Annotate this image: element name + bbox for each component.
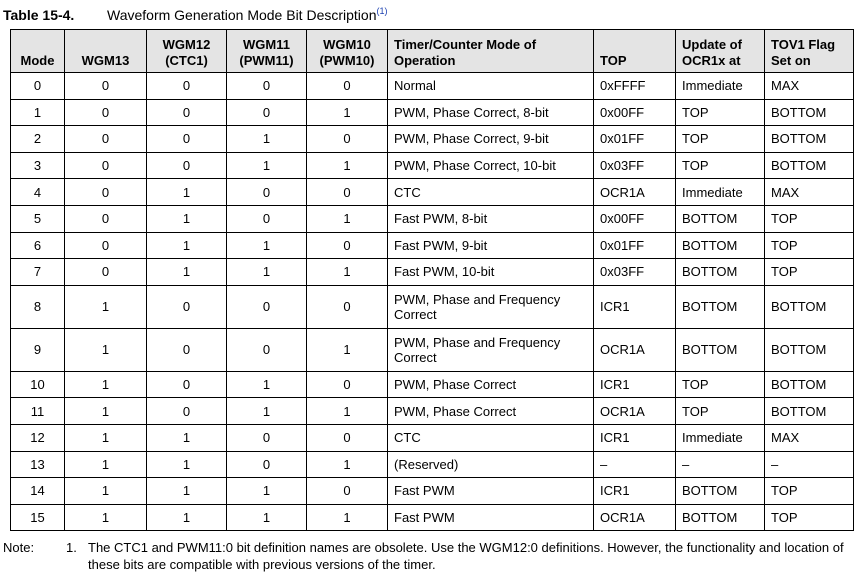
cell-operation: Fast PWM, 9-bit bbox=[388, 232, 594, 259]
cell-wgm11: 1 bbox=[227, 371, 307, 398]
header-text: OCR1x at bbox=[682, 53, 741, 68]
cell-update-ocr1x: BOTTOM bbox=[676, 205, 765, 232]
cell-wgm10: 0 bbox=[307, 179, 388, 206]
cell-wgm11: 0 bbox=[227, 424, 307, 451]
header-text: TOP bbox=[600, 53, 627, 68]
cell-operation: PWM, Phase Correct, 8-bit bbox=[388, 99, 594, 126]
cell-wgm12: 1 bbox=[147, 205, 227, 232]
cell-mode: 2 bbox=[11, 126, 65, 153]
cell-wgm13: 1 bbox=[65, 371, 147, 398]
table-row bbox=[11, 398, 854, 425]
cell-tov1-flag: BOTTOM bbox=[765, 126, 854, 153]
cell-wgm13: 0 bbox=[65, 205, 147, 232]
table-row bbox=[11, 478, 854, 505]
cell-update-ocr1x: BOTTOM bbox=[676, 232, 765, 259]
header-operation bbox=[388, 30, 594, 73]
cell-mode: 11 bbox=[11, 398, 65, 425]
cell-wgm10: 1 bbox=[307, 451, 388, 478]
cell-mode: 7 bbox=[11, 259, 65, 286]
cell-tov1-flag: BOTTOM bbox=[765, 398, 854, 425]
cell-wgm13: 0 bbox=[65, 152, 147, 179]
cell-mode: 1 bbox=[11, 99, 65, 126]
header-wgm11 bbox=[227, 30, 307, 73]
cell-wgm13: 1 bbox=[65, 451, 147, 478]
cell-update-ocr1x: BOTTOM bbox=[676, 259, 765, 286]
cell-wgm11: 0 bbox=[227, 99, 307, 126]
table-row bbox=[11, 259, 854, 286]
cell-mode: 5 bbox=[11, 205, 65, 232]
cell-top: OCR1A bbox=[594, 398, 676, 425]
cell-mode: 15 bbox=[11, 504, 65, 531]
table-row bbox=[11, 328, 854, 371]
cell-update-ocr1x: TOP bbox=[676, 398, 765, 425]
cell-tov1-flag: BOTTOM bbox=[765, 371, 854, 398]
cell-top: 0x03FF bbox=[594, 152, 676, 179]
cell-wgm12: 1 bbox=[147, 478, 227, 505]
cell-wgm11: 0 bbox=[227, 285, 307, 328]
cell-wgm12: 0 bbox=[147, 285, 227, 328]
cell-top: 0xFFFF bbox=[594, 73, 676, 100]
cell-wgm10: 0 bbox=[307, 371, 388, 398]
cell-operation: CTC bbox=[388, 179, 594, 206]
cell-wgm11: 1 bbox=[227, 152, 307, 179]
cell-wgm10: 1 bbox=[307, 398, 388, 425]
header-text: Operation bbox=[394, 53, 456, 68]
note-number: 1. bbox=[66, 540, 77, 555]
cell-mode: 10 bbox=[11, 371, 65, 398]
cell-wgm13: 1 bbox=[65, 328, 147, 371]
cell-operation: PWM, Phase and Frequency Correct bbox=[388, 285, 594, 328]
header-text: TOV1 Flag bbox=[771, 37, 836, 52]
cell-top: 0x00FF bbox=[594, 99, 676, 126]
cell-wgm13: 1 bbox=[65, 478, 147, 505]
cell-wgm11: 1 bbox=[227, 232, 307, 259]
cell-wgm13: 0 bbox=[65, 73, 147, 100]
cell-wgm11: 1 bbox=[227, 259, 307, 286]
cell-top: OCR1A bbox=[594, 328, 676, 371]
cell-update-ocr1x: BOTTOM bbox=[676, 504, 765, 531]
header-text: WGM12 bbox=[162, 37, 211, 52]
cell-wgm10: 0 bbox=[307, 126, 388, 153]
cell-wgm10: 1 bbox=[307, 328, 388, 371]
cell-tov1-flag: BOTTOM bbox=[765, 285, 854, 328]
cell-update-ocr1x: Immediate bbox=[676, 424, 765, 451]
cell-mode: 14 bbox=[11, 478, 65, 505]
table-row bbox=[11, 205, 854, 232]
cell-wgm12: 0 bbox=[147, 126, 227, 153]
header-mode bbox=[11, 30, 65, 73]
cell-top: OCR1A bbox=[594, 179, 676, 206]
cell-wgm13: 1 bbox=[65, 504, 147, 531]
cell-wgm13: 0 bbox=[65, 126, 147, 153]
cell-wgm12: 0 bbox=[147, 99, 227, 126]
table-row bbox=[11, 179, 854, 206]
cell-mode: 8 bbox=[11, 285, 65, 328]
cell-operation: PWM, Phase Correct bbox=[388, 398, 594, 425]
cell-wgm10: 0 bbox=[307, 424, 388, 451]
cell-update-ocr1x: BOTTOM bbox=[676, 285, 765, 328]
cell-tov1-flag: BOTTOM bbox=[765, 99, 854, 126]
cell-wgm13: 1 bbox=[65, 424, 147, 451]
header-wgm13 bbox=[65, 30, 147, 73]
header-top bbox=[594, 30, 676, 73]
cell-wgm13: 1 bbox=[65, 398, 147, 425]
cell-top: 0x01FF bbox=[594, 232, 676, 259]
cell-wgm13: 0 bbox=[65, 99, 147, 126]
header-text: (PWM11) bbox=[239, 53, 294, 68]
cell-operation: Fast PWM bbox=[388, 478, 594, 505]
table-row bbox=[11, 451, 854, 478]
cell-wgm10: 1 bbox=[307, 152, 388, 179]
cell-update-ocr1x: Immediate bbox=[676, 179, 765, 206]
cell-operation: (Reserved) bbox=[388, 451, 594, 478]
cell-wgm12: 1 bbox=[147, 504, 227, 531]
cell-mode: 13 bbox=[11, 451, 65, 478]
cell-operation: PWM, Phase and Frequency Correct bbox=[388, 328, 594, 371]
header-text: Set on bbox=[771, 53, 811, 68]
cell-top: 0x00FF bbox=[594, 205, 676, 232]
table-row bbox=[11, 99, 854, 126]
cell-wgm12: 0 bbox=[147, 398, 227, 425]
table-row bbox=[11, 504, 854, 531]
cell-top: – bbox=[594, 451, 676, 478]
cell-wgm12: 0 bbox=[147, 73, 227, 100]
waveform-mode-table bbox=[10, 29, 854, 531]
cell-wgm10: 0 bbox=[307, 478, 388, 505]
cell-wgm11: 1 bbox=[227, 504, 307, 531]
cell-top: OCR1A bbox=[594, 504, 676, 531]
cell-wgm10: 0 bbox=[307, 232, 388, 259]
table-body bbox=[11, 73, 854, 531]
cell-wgm11: 0 bbox=[227, 451, 307, 478]
table-number: Table 15-4. bbox=[3, 7, 75, 23]
cell-wgm11: 0 bbox=[227, 179, 307, 206]
cell-update-ocr1x: BOTTOM bbox=[676, 478, 765, 505]
cell-wgm10: 1 bbox=[307, 504, 388, 531]
cell-wgm13: 0 bbox=[65, 232, 147, 259]
table-caption bbox=[3, 6, 387, 23]
cell-wgm10: 1 bbox=[307, 99, 388, 126]
cell-top: ICR1 bbox=[594, 478, 676, 505]
cell-mode: 4 bbox=[11, 179, 65, 206]
note-text: The CTC1 and PWM11:0 bit definition names are obsolete. Use the WGM12:0 definitions. However, the functionality and location of these bits are compatible with previous versions of the timer. bbox=[88, 540, 844, 572]
cell-wgm12: 0 bbox=[147, 371, 227, 398]
cell-wgm13: 0 bbox=[65, 259, 147, 286]
cell-tov1-flag: TOP bbox=[765, 205, 854, 232]
table-row bbox=[11, 285, 854, 328]
cell-operation: PWM, Phase Correct bbox=[388, 371, 594, 398]
table-row bbox=[11, 232, 854, 259]
header-text: (PWM10) bbox=[319, 53, 375, 68]
cell-update-ocr1x: TOP bbox=[676, 371, 765, 398]
table-header-row bbox=[11, 30, 854, 73]
cell-wgm13: 1 bbox=[65, 285, 147, 328]
cell-wgm12: 0 bbox=[147, 152, 227, 179]
cell-top: ICR1 bbox=[594, 371, 676, 398]
header-wgm12 bbox=[147, 30, 227, 73]
table-title: Waveform Generation Mode Bit Description bbox=[107, 7, 377, 23]
cell-update-ocr1x: TOP bbox=[676, 99, 765, 126]
cell-tov1-flag: TOP bbox=[765, 478, 854, 505]
header-text: (CTC1) bbox=[165, 53, 208, 68]
header-text: WGM10 bbox=[323, 37, 371, 52]
cell-tov1-flag: TOP bbox=[765, 504, 854, 531]
cell-tov1-flag: BOTTOM bbox=[765, 152, 854, 179]
cell-wgm10: 0 bbox=[307, 285, 388, 328]
header-text: Mode bbox=[20, 53, 55, 68]
cell-top: ICR1 bbox=[594, 424, 676, 451]
cell-tov1-flag: – bbox=[765, 451, 854, 478]
cell-operation: Fast PWM bbox=[388, 504, 594, 531]
cell-tov1-flag: BOTTOM bbox=[765, 328, 854, 371]
cell-wgm12: 1 bbox=[147, 179, 227, 206]
cell-operation: Normal bbox=[388, 73, 594, 100]
cell-tov1-flag: TOP bbox=[765, 232, 854, 259]
cell-mode: 12 bbox=[11, 424, 65, 451]
cell-update-ocr1x: – bbox=[676, 451, 765, 478]
cell-tov1-flag: MAX bbox=[765, 179, 854, 206]
cell-mode: 3 bbox=[11, 152, 65, 179]
cell-top: ICR1 bbox=[594, 285, 676, 328]
cell-mode: 0 bbox=[11, 73, 65, 100]
cell-mode: 6 bbox=[11, 232, 65, 259]
cell-tov1-flag: TOP bbox=[765, 259, 854, 286]
cell-operation: CTC bbox=[388, 424, 594, 451]
cell-top: 0x01FF bbox=[594, 126, 676, 153]
cell-wgm12: 1 bbox=[147, 259, 227, 286]
cell-wgm10: 0 bbox=[307, 73, 388, 100]
note-label: Note: bbox=[3, 540, 35, 555]
cell-wgm12: 1 bbox=[147, 424, 227, 451]
table-row bbox=[11, 424, 854, 451]
cell-wgm11: 0 bbox=[227, 73, 307, 100]
cell-operation: Fast PWM, 8-bit bbox=[388, 205, 594, 232]
cell-wgm10: 1 bbox=[307, 205, 388, 232]
header-update-ocr1x bbox=[676, 30, 765, 73]
cell-wgm11: 0 bbox=[227, 205, 307, 232]
header-tov1-flag bbox=[765, 30, 854, 73]
table-row bbox=[11, 73, 854, 100]
header-text: Update of bbox=[682, 37, 742, 52]
cell-update-ocr1x: TOP bbox=[676, 152, 765, 179]
cell-wgm13: 0 bbox=[65, 179, 147, 206]
cell-operation: PWM, Phase Correct, 9-bit bbox=[388, 126, 594, 153]
cell-update-ocr1x: TOP bbox=[676, 126, 765, 153]
table-row bbox=[11, 126, 854, 153]
header-text: WGM11 bbox=[243, 37, 290, 52]
cell-update-ocr1x: Immediate bbox=[676, 73, 765, 100]
cell-operation: PWM, Phase Correct, 10-bit bbox=[388, 152, 594, 179]
cell-operation: Fast PWM, 10-bit bbox=[388, 259, 594, 286]
cell-tov1-flag: MAX bbox=[765, 424, 854, 451]
cell-wgm12: 1 bbox=[147, 451, 227, 478]
cell-mode: 9 bbox=[11, 328, 65, 371]
table-row bbox=[11, 371, 854, 398]
cell-tov1-flag: MAX bbox=[765, 73, 854, 100]
header-wgm10 bbox=[307, 30, 388, 73]
table-row bbox=[11, 152, 854, 179]
cell-update-ocr1x: BOTTOM bbox=[676, 328, 765, 371]
footnote-reference-link[interactable]: (1) bbox=[376, 6, 388, 16]
cell-wgm12: 0 bbox=[147, 328, 227, 371]
cell-wgm10: 1 bbox=[307, 259, 388, 286]
cell-top: 0x03FF bbox=[594, 259, 676, 286]
header-text: WGM13 bbox=[81, 53, 130, 68]
cell-wgm12: 1 bbox=[147, 232, 227, 259]
cell-wgm11: 1 bbox=[227, 398, 307, 425]
cell-wgm11: 1 bbox=[227, 478, 307, 505]
header-text: Timer/Counter Mode of bbox=[394, 37, 537, 52]
cell-wgm11: 0 bbox=[227, 328, 307, 371]
cell-wgm11: 1 bbox=[227, 126, 307, 153]
